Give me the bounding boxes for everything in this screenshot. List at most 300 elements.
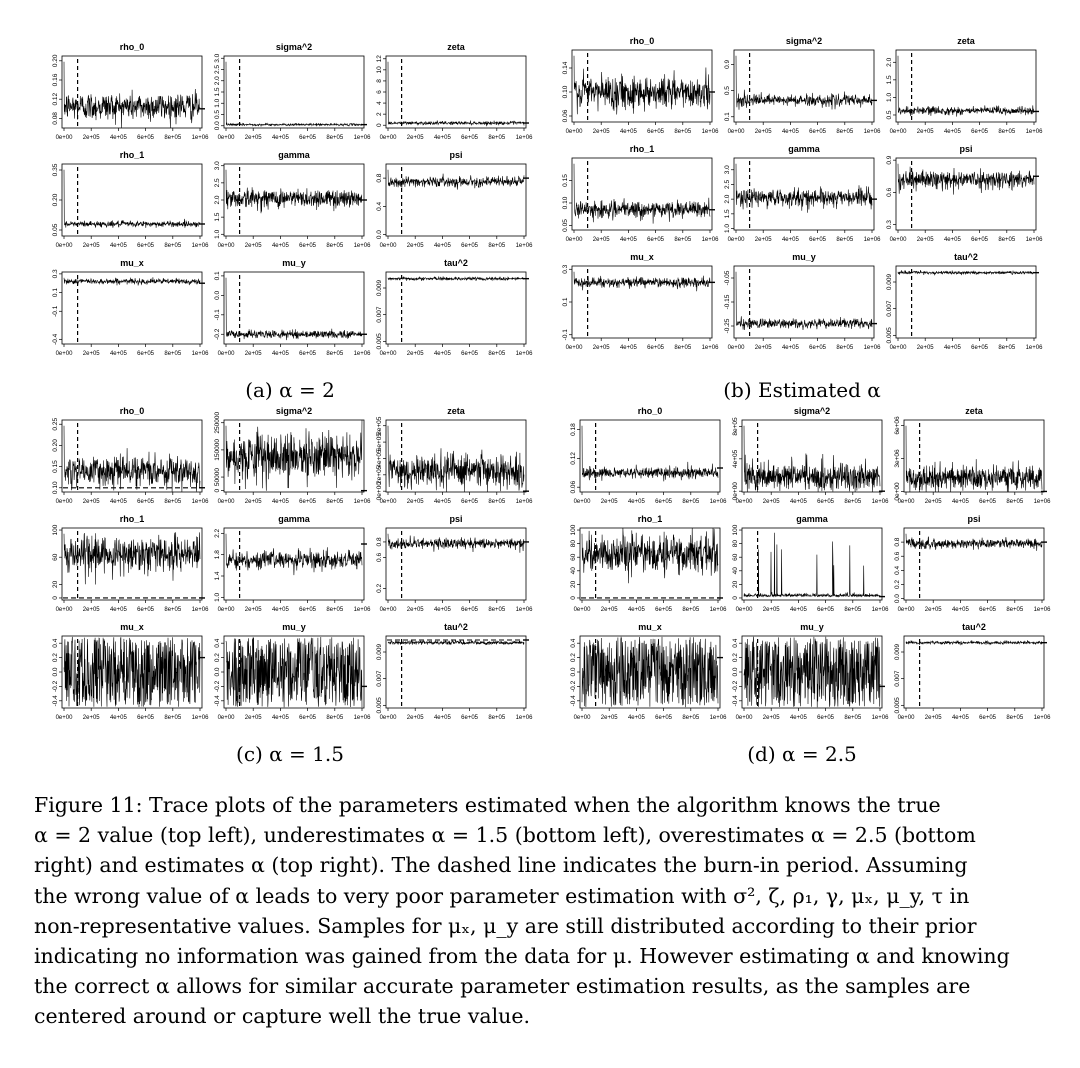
y-tick-label: 0.35: [52, 163, 59, 177]
trace-plot-sigma2: [732, 406, 889, 505]
x-tick-label: 8e+05: [998, 129, 1016, 135]
trace-plot-mu_x: [52, 258, 209, 357]
x-tick-label: 2e+05: [754, 237, 772, 243]
y-tick-label: 0.009: [376, 279, 383, 297]
trace-line: [898, 164, 1034, 195]
y-tick-label: 3e+06: [894, 449, 901, 468]
y-tick-label: 2.0: [214, 195, 221, 205]
x-tick-label: 2e+05: [924, 607, 942, 613]
y-tick-label: 6: [376, 90, 383, 94]
panel-label-b: (b) Estimated α: [723, 378, 881, 402]
trace-plot-zeta: [894, 406, 1051, 505]
x-tick-label: 4e+05: [271, 135, 289, 141]
x-tick-label: 6e+05: [971, 129, 989, 135]
panel-c: [52, 406, 533, 721]
plot-title: mu_y: [792, 252, 816, 262]
x-tick-label: 8e+05: [998, 237, 1016, 243]
x-tick-label: 1e+06: [1025, 237, 1043, 243]
y-tick-label: 1.0: [214, 592, 221, 602]
x-tick-label: 1e+06: [701, 345, 719, 351]
y-tick-label: 0e+00: [732, 482, 739, 501]
x-tick-label: 8e+05: [1006, 715, 1024, 721]
y-tick-label: 0.10: [52, 481, 59, 495]
y-tick-label: 4e+05: [732, 449, 739, 468]
x-tick-label: 1e+06: [863, 345, 881, 351]
x-tick-label: 8e+05: [1006, 607, 1024, 613]
plot-title: sigma^2: [275, 406, 313, 416]
trace-plot-mu_x: [562, 252, 719, 351]
x-tick-label: 4e+05: [433, 499, 451, 505]
x-tick-label: 0e+00: [897, 715, 915, 721]
x-tick-label: 4e+05: [109, 715, 127, 721]
plot-frame: [386, 272, 526, 344]
x-tick-label: 8e+05: [488, 135, 506, 141]
y-tick-label: 0.4: [52, 638, 59, 648]
x-tick-label: 8e+05: [674, 237, 692, 243]
caption-line: the correct α allows for similar accurate parameter estimation results, as the samples are: [34, 974, 971, 999]
y-tick-label: 0.0: [894, 594, 901, 604]
x-tick-label: 0e+00: [735, 499, 753, 505]
x-tick-label: 8e+05: [164, 607, 182, 613]
x-tick-label: 8e+05: [682, 607, 700, 613]
y-tick-label: 1.0: [214, 98, 221, 108]
y-tick-label: 150000: [214, 439, 221, 461]
y-tick-label: 0.16: [52, 73, 59, 87]
y-tick-label: 20: [52, 580, 59, 588]
plot-title: mu_y: [282, 258, 306, 268]
x-tick-label: 2e+05: [82, 607, 100, 613]
trace-line: [64, 532, 200, 584]
y-tick-label: 0.06: [562, 109, 569, 123]
panel-b: [562, 36, 1043, 351]
x-tick-label: 6e+05: [461, 607, 479, 613]
trace-plot-rho_1: [52, 514, 209, 613]
trace-plot-zeta: [376, 406, 533, 505]
trace-line: [226, 170, 362, 214]
trace-line: [64, 637, 200, 707]
trace-line: [574, 56, 710, 115]
y-tick-label: 0.0: [732, 667, 739, 677]
x-tick-label: 0e+00: [379, 499, 397, 505]
plot-frame: [572, 50, 712, 122]
y-tick-label: 3.0: [214, 53, 221, 63]
y-tick-label: 6e+06: [894, 416, 901, 435]
y-tick-label: 3.0: [724, 165, 731, 175]
plot-frame: [896, 158, 1036, 230]
plot-frame: [904, 636, 1044, 708]
x-tick-label: 2e+05: [762, 499, 780, 505]
x-tick-label: 0e+00: [55, 607, 73, 613]
y-tick-label: 1.0: [724, 224, 731, 234]
trace-line: [898, 56, 1034, 117]
caption-line: Figure 11: Trace plots of the parameters estimated when the algorithm knows the true: [34, 793, 941, 817]
x-tick-label: 8e+05: [488, 243, 506, 249]
trace-plot-zeta: [886, 36, 1043, 135]
x-tick-label: 2e+05: [592, 129, 610, 135]
x-tick-label: 8e+05: [488, 607, 506, 613]
plot-frame: [386, 528, 526, 600]
plot-frame: [904, 528, 1044, 600]
trace-plot-psi: [376, 150, 533, 249]
y-tick-label: 0.06: [570, 480, 577, 494]
plot-title: psi: [449, 514, 463, 524]
trace-line: [736, 56, 872, 110]
y-tick-label: 0.20: [52, 193, 59, 207]
y-tick-label: 0.9: [886, 155, 893, 165]
x-tick-label: 1e+06: [353, 351, 371, 357]
y-tick-label: 0.20: [52, 54, 59, 68]
y-tick-label: -0.15: [724, 294, 731, 310]
x-tick-label: 8e+05: [682, 715, 700, 721]
x-tick-label: 2e+05: [406, 607, 424, 613]
x-tick-label: 4e+05: [619, 237, 637, 243]
caption-line: non-representative values. Samples for μₓ, μ_y are still distributed according to their prior: [34, 913, 977, 938]
x-tick-label: 0e+00: [379, 607, 397, 613]
x-tick-label: 4e+05: [109, 243, 127, 249]
y-tick-label: 1.0: [214, 229, 221, 239]
y-tick-label: 12: [376, 55, 383, 63]
trace-line: [574, 272, 710, 291]
y-tick-label: 0.0: [376, 230, 383, 240]
x-tick-label: 1e+06: [709, 499, 727, 505]
x-tick-label: 8e+05: [326, 351, 344, 357]
y-tick-label: -0.2: [214, 680, 221, 693]
x-tick-label: 2e+05: [244, 607, 262, 613]
y-tick-label: 0.4: [570, 638, 577, 648]
trace-plot-rho_0: [52, 406, 209, 505]
trace-line: [388, 640, 524, 645]
x-tick-label: 0e+00: [735, 715, 753, 721]
y-tick-label: 0.14: [562, 61, 569, 75]
x-tick-label: 8e+05: [998, 345, 1016, 351]
y-tick-label: 0.12: [570, 452, 577, 465]
plot-title: mu_y: [800, 622, 824, 632]
y-tick-label: 2e+05: [376, 465, 383, 484]
y-tick-label: -0.1: [52, 305, 59, 317]
y-tick-label: 4e+05: [376, 449, 383, 468]
x-tick-label: 6e+05: [809, 345, 827, 351]
y-tick-label: 0.0: [214, 290, 221, 300]
x-tick-label: 4e+05: [789, 499, 807, 505]
x-tick-label: 1e+06: [701, 129, 719, 135]
y-tick-label: 20: [732, 580, 739, 588]
x-tick-label: 8e+05: [326, 243, 344, 249]
x-tick-label: 6e+05: [647, 345, 665, 351]
trace-plot-zeta: [376, 42, 533, 141]
trace-plot-rho_0: [562, 36, 719, 135]
x-tick-label: 6e+05: [817, 607, 835, 613]
trace-line: [388, 276, 524, 281]
y-tick-label: -0.1: [562, 329, 569, 341]
x-tick-label: 2e+05: [244, 135, 262, 141]
x-tick-label: 2e+05: [244, 351, 262, 357]
trace-line: [906, 640, 1042, 645]
x-tick-label: 8e+05: [844, 715, 862, 721]
x-tick-label: 1e+06: [191, 499, 209, 505]
x-tick-label: 6e+05: [299, 135, 317, 141]
x-tick-label: 8e+05: [844, 499, 862, 505]
y-tick-label: 0.005: [376, 333, 383, 350]
x-tick-label: 1e+06: [191, 607, 209, 613]
caption-line: right) and estimates α (top right). The dashed line indicates the burn-in period. Assuming: [34, 853, 968, 878]
trace-line: [582, 637, 718, 707]
y-tick-label: 2.5: [214, 178, 221, 188]
x-tick-label: 0e+00: [379, 351, 397, 357]
x-tick-label: 2e+05: [916, 237, 934, 243]
y-tick-label: 0.3: [52, 269, 59, 279]
panel-d: [570, 406, 1051, 721]
y-tick-label: 0: [376, 123, 383, 128]
x-tick-label: 1e+06: [191, 715, 209, 721]
x-tick-label: 4e+05: [943, 345, 961, 351]
x-tick-label: 4e+05: [627, 607, 645, 613]
y-tick-label: 0.3: [562, 264, 569, 274]
y-tick-label: 100: [732, 524, 739, 536]
x-tick-label: 4e+05: [943, 237, 961, 243]
trace-line: [226, 278, 362, 340]
x-tick-label: 8e+05: [674, 345, 692, 351]
x-tick-label: 4e+05: [271, 607, 289, 613]
y-tick-label: 0: [52, 596, 59, 600]
panel-label-c: (c) α = 1.5: [236, 742, 344, 766]
plot-title: psi: [967, 514, 981, 524]
y-tick-label: 3.0: [214, 161, 221, 171]
y-tick-label: -0.1: [214, 309, 221, 321]
x-tick-label: 6e+05: [647, 129, 665, 135]
x-tick-label: 8e+05: [326, 135, 344, 141]
x-tick-label: 6e+05: [137, 135, 155, 141]
x-tick-label: 8e+05: [836, 237, 854, 243]
x-tick-label: 6e+05: [299, 607, 317, 613]
y-tick-label: 20: [570, 580, 577, 588]
y-tick-label: 1.0: [886, 92, 893, 102]
trace-plot-mu_y: [214, 258, 371, 357]
plot-title: zeta: [957, 36, 975, 46]
plot-title: mu_x: [120, 622, 144, 632]
plot-frame: [572, 266, 712, 338]
caption-line: α = 2 value (top left), underestimates α = 1.5 (bottom left), overestimates α = 2.5 (bottom: [34, 823, 976, 848]
x-tick-label: 8e+05: [488, 351, 506, 357]
y-tick-label: 1.4: [214, 571, 221, 581]
plot-frame: [386, 420, 526, 492]
y-tick-label: 0.4: [376, 201, 383, 211]
y-tick-label: 0.6: [886, 187, 893, 197]
y-tick-label: 0.18: [570, 423, 577, 436]
x-tick-label: 6e+05: [971, 237, 989, 243]
y-tick-label: 1.5: [724, 209, 731, 219]
plot-title: sigma^2: [275, 42, 313, 52]
y-tick-label: 0.2: [732, 653, 739, 663]
x-tick-label: 2e+05: [406, 715, 424, 721]
y-tick-label: -0.25: [724, 318, 731, 334]
x-tick-label: 2e+05: [754, 345, 772, 351]
x-tick-label: 6e+05: [655, 607, 673, 613]
x-tick-label: 4e+05: [271, 715, 289, 721]
x-tick-label: 0e+00: [217, 135, 235, 141]
x-tick-label: 4e+05: [271, 351, 289, 357]
y-tick-label: 40: [570, 567, 577, 575]
x-tick-label: 2e+05: [600, 607, 618, 613]
y-tick-label: 1.5: [214, 212, 221, 222]
x-tick-label: 1e+06: [1033, 499, 1051, 505]
plot-title: rho_1: [629, 144, 655, 154]
trace-line: [388, 170, 524, 190]
panel-label-a: (a) α = 2: [245, 378, 335, 402]
x-tick-label: 0e+00: [379, 243, 397, 249]
x-tick-label: 0e+00: [55, 243, 73, 249]
x-tick-label: 6e+05: [137, 351, 155, 357]
plot-title: psi: [959, 144, 973, 154]
x-tick-label: 4e+05: [789, 607, 807, 613]
x-tick-label: 2e+05: [244, 243, 262, 249]
x-tick-label: 2e+05: [82, 243, 100, 249]
trace-plot-rho_1: [562, 144, 719, 243]
x-tick-label: 0e+00: [565, 129, 583, 135]
x-tick-label: 6e+05: [647, 237, 665, 243]
x-tick-label: 4e+05: [433, 351, 451, 357]
y-tick-label: 50000: [214, 468, 221, 487]
y-tick-label: 80: [732, 540, 739, 548]
y-tick-label: 0.005: [894, 697, 901, 714]
x-tick-label: 6e+05: [461, 351, 479, 357]
y-tick-label: 10: [376, 66, 383, 74]
x-tick-label: 1e+06: [191, 243, 209, 249]
trace-plot-tau2: [886, 252, 1043, 351]
x-tick-label: 6e+05: [809, 237, 827, 243]
trace-plot-mu_y: [214, 622, 371, 721]
x-tick-label: 0e+00: [727, 237, 745, 243]
y-tick-label: 0.2: [570, 653, 577, 663]
y-tick-label: 0.2: [214, 653, 221, 663]
x-tick-label: 6e+05: [299, 351, 317, 357]
y-tick-label: 0: [214, 488, 221, 493]
y-tick-label: 2.2: [214, 528, 221, 538]
x-tick-label: 8e+05: [844, 607, 862, 613]
x-tick-label: 0e+00: [55, 135, 73, 141]
x-tick-label: 1e+06: [871, 499, 889, 505]
y-tick-label: 2.0: [886, 57, 893, 67]
y-tick-label: 0.4: [732, 638, 739, 648]
trace-line: [388, 62, 524, 126]
x-tick-label: 1e+06: [871, 715, 889, 721]
y-tick-label: 0.007: [376, 306, 383, 323]
x-tick-label: 2e+05: [600, 499, 618, 505]
y-tick-label: 0.0: [570, 667, 577, 677]
x-tick-label: 4e+05: [951, 715, 969, 721]
x-tick-label: 0e+00: [889, 129, 907, 135]
trace-line: [226, 637, 362, 707]
y-tick-label: 2.5: [724, 179, 731, 189]
y-tick-label: 0.05: [52, 223, 59, 237]
x-tick-label: 0e+00: [565, 237, 583, 243]
trace-line: [64, 426, 200, 492]
trace-plot-rho_1: [570, 514, 727, 613]
x-tick-label: 4e+05: [109, 135, 127, 141]
x-tick-label: 6e+05: [655, 499, 673, 505]
x-tick-label: 6e+05: [461, 135, 479, 141]
trace-line: [226, 62, 362, 126]
plot-title: gamma: [796, 514, 828, 524]
x-tick-label: 1e+06: [191, 135, 209, 141]
plot-title: rho_0: [629, 36, 655, 46]
y-tick-label: 0.009: [886, 273, 893, 291]
trace-plot-gamma: [724, 144, 881, 243]
plot-title: rho_1: [119, 150, 145, 160]
y-tick-label: 1.5: [886, 75, 893, 85]
x-tick-label: 2e+05: [924, 715, 942, 721]
trace-plot-sigma2: [214, 406, 371, 505]
x-tick-label: 0e+00: [735, 607, 753, 613]
trace-plot-mu_y: [732, 622, 889, 721]
panel-a: [52, 42, 533, 357]
x-tick-label: 1e+06: [515, 243, 533, 249]
y-tick-label: 2.5: [214, 64, 221, 75]
x-tick-label: 1e+06: [191, 351, 209, 357]
trace-plot-tau2: [894, 622, 1051, 721]
x-tick-label: 0e+00: [889, 345, 907, 351]
plot-frame: [742, 528, 882, 600]
trace-line: [64, 170, 200, 228]
y-tick-label: 0.2: [894, 579, 901, 589]
x-tick-label: 1e+06: [1025, 129, 1043, 135]
plot-title: sigma^2: [785, 36, 823, 46]
x-tick-label: 2e+05: [916, 129, 934, 135]
x-tick-label: 0e+00: [727, 345, 745, 351]
trace-line: [64, 62, 200, 128]
x-tick-label: 8e+05: [164, 135, 182, 141]
x-tick-label: 1e+06: [515, 135, 533, 141]
y-tick-label: 0.007: [376, 670, 383, 687]
x-tick-label: 8e+05: [326, 607, 344, 613]
x-tick-label: 4e+05: [627, 715, 645, 721]
x-tick-label: 1e+06: [353, 715, 371, 721]
trace-plot-sigma2: [724, 36, 881, 135]
x-tick-label: 6e+05: [137, 243, 155, 249]
y-tick-label: 0.009: [376, 643, 383, 661]
x-tick-label: 2e+05: [754, 129, 772, 135]
x-tick-label: 0e+00: [897, 499, 915, 505]
x-tick-label: 1e+06: [871, 607, 889, 613]
x-tick-label: 4e+05: [109, 607, 127, 613]
x-tick-label: 1e+06: [353, 607, 371, 613]
y-tick-label: -0.4: [52, 333, 59, 345]
y-tick-label: 60: [732, 553, 739, 561]
x-tick-label: 4e+05: [619, 129, 637, 135]
x-tick-label: 6e+05: [299, 243, 317, 249]
plot-title: gamma: [278, 514, 310, 524]
panel-label-d: (d) α = 2.5: [747, 742, 857, 766]
x-tick-label: 1e+06: [515, 607, 533, 613]
x-tick-label: 2e+05: [406, 243, 424, 249]
trace-plot-rho_0: [570, 406, 727, 505]
y-tick-label: 0.10: [562, 196, 569, 210]
x-tick-label: 6e+05: [137, 607, 155, 613]
x-tick-label: 4e+05: [781, 345, 799, 351]
plot-title: mu_x: [120, 258, 144, 268]
x-tick-label: 4e+05: [109, 351, 127, 357]
x-tick-label: 4e+05: [271, 499, 289, 505]
x-tick-label: 1e+06: [863, 237, 881, 243]
y-tick-label: 4: [376, 101, 383, 105]
y-tick-label: 0.10: [562, 85, 569, 99]
y-tick-label: 0.20: [52, 439, 59, 452]
x-tick-label: 2e+05: [244, 715, 262, 721]
plot-title: mu_x: [630, 252, 654, 262]
y-tick-label: -0.2: [214, 328, 221, 340]
y-tick-label: 0.4: [894, 565, 901, 575]
x-tick-label: 4e+05: [789, 715, 807, 721]
y-tick-label: 0.8: [894, 537, 901, 547]
